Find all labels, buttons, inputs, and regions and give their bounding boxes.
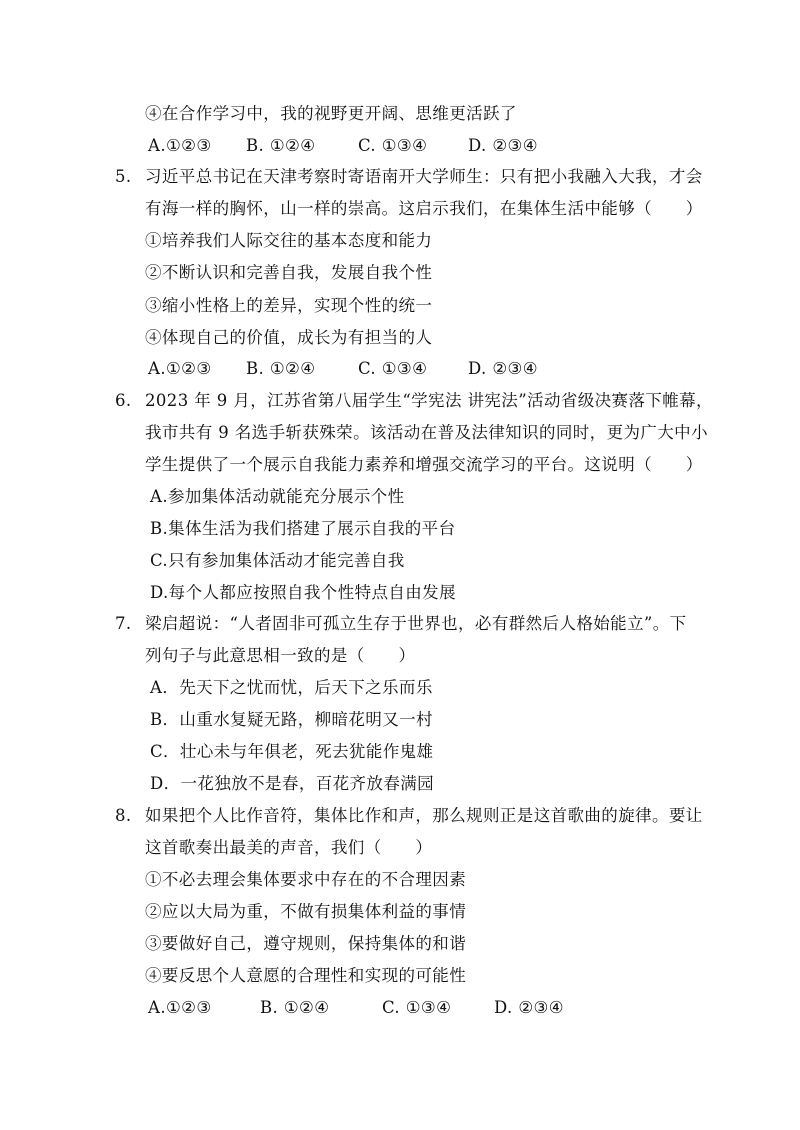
question-8-stem-line-2: 这首歌奏出最美的声音，我们（ ） [145, 838, 433, 857]
question-6-option-b: B.集体生活为我们搭建了展示自我的平台 [150, 519, 456, 538]
question-6-option-a: A.参加集体活动就能充分展示个性 [150, 487, 405, 506]
question-5-item-3: ③缩小性格上的差异，实现个性的统一 [145, 296, 433, 315]
question-6-stem-line-3: 学生提供了一个展示自我能力素养和增强交流学习的平台。这说明（ ） [145, 455, 703, 474]
question-6-stem-line-2: 我市共有 9 名选手斩获殊荣。该活动在普及法律知识的同时，更为广大中小 [145, 423, 708, 442]
option-d: D. ②③④ [468, 136, 538, 155]
question-7-number: 7. [115, 614, 132, 633]
question-6-option-c: C.只有参加集体活动才能完善自我 [150, 551, 405, 570]
option-a: A.①②③ [148, 359, 212, 378]
question-8-stem-line-1: 如果把个人比作音符，集体比作和声，那么规则正是这首歌曲的旋律。要让 [145, 806, 703, 825]
question-8-item-2: ②应以大局为重，不做有损集体利益的事情 [145, 902, 467, 921]
question-7-option-c: C．壮心未与年俱老，死去犹能作鬼雄 [150, 742, 434, 761]
option-c: C. ①③④ [358, 136, 428, 155]
question-8-item-3: ③要做好自己，遵守规则，保持集体的和谐 [145, 934, 467, 953]
option-b: B. ①②④ [260, 998, 330, 1017]
option-c: C. ①③④ [382, 998, 452, 1017]
question-5-item-4: ④体现自己的价值，成长为有担当的人 [145, 328, 433, 347]
option-d: D. ②③④ [468, 359, 538, 378]
question-7-stem-line-2: 列句子与此意思相一致的是（ ） [145, 646, 416, 665]
question-5-item-1: ①培养我们人际交往的基本态度和能力 [145, 231, 433, 250]
question-7-option-d: D．一花独放不是春，百花齐放春满园 [150, 774, 435, 793]
question-5-item-2: ②不断认识和完善自我，发展自我个性 [145, 263, 433, 282]
option-a: A.①②③ [148, 998, 212, 1017]
question-7-option-a: A．先天下之忧而忧，后天下之乐而乐 [150, 678, 433, 697]
question-6-stem-line-1: 2023 年 9 月，江苏省第八届学生“学宪法 讲宪法”活动省级决赛落下帷幕， [145, 391, 713, 410]
question-8-options [148, 998, 564, 1018]
question-6-option-d: D.每个人都应按照自我个性特点自由发展 [150, 583, 456, 602]
question-6-number: 6. [115, 391, 132, 410]
question-8-item-1: ①不必去理会集体要求中存在的不合理因素 [145, 870, 467, 889]
question-5-number: 5. [115, 167, 132, 186]
prev-item-4: ④在合作学习中，我的视野更开阔、思维更活跃了 [145, 104, 517, 123]
option-a: A.①②③ [148, 136, 212, 155]
question-7-stem-line-1: 梁启超说：“人者固非可孤立生存于世界也，必有群然后人格始能立”。下 [145, 614, 687, 633]
question-7-option-b: B．山重水复疑无路，柳暗花明又一村 [150, 710, 433, 729]
question-5-stem-line-2: 有海一样的胸怀，山一样的崇高。这启示我们，在集体生活中能够（ ） [145, 199, 703, 218]
prev-options [148, 136, 538, 156]
question-8-item-4: ④要反思个人意愿的合理性和实现的可能性 [145, 966, 467, 985]
question-8-number: 8. [115, 806, 132, 825]
question-5-stem-line-1: 习近平总书记在天津考察时寄语南开大学师生：只有把小我融入大我，才会 [145, 167, 703, 186]
option-d: D. ②③④ [494, 998, 564, 1017]
option-b: B. ①②④ [246, 136, 316, 155]
option-c: C. ①③④ [358, 359, 428, 378]
option-b: B. ①②④ [246, 359, 316, 378]
question-5-options [148, 359, 538, 379]
